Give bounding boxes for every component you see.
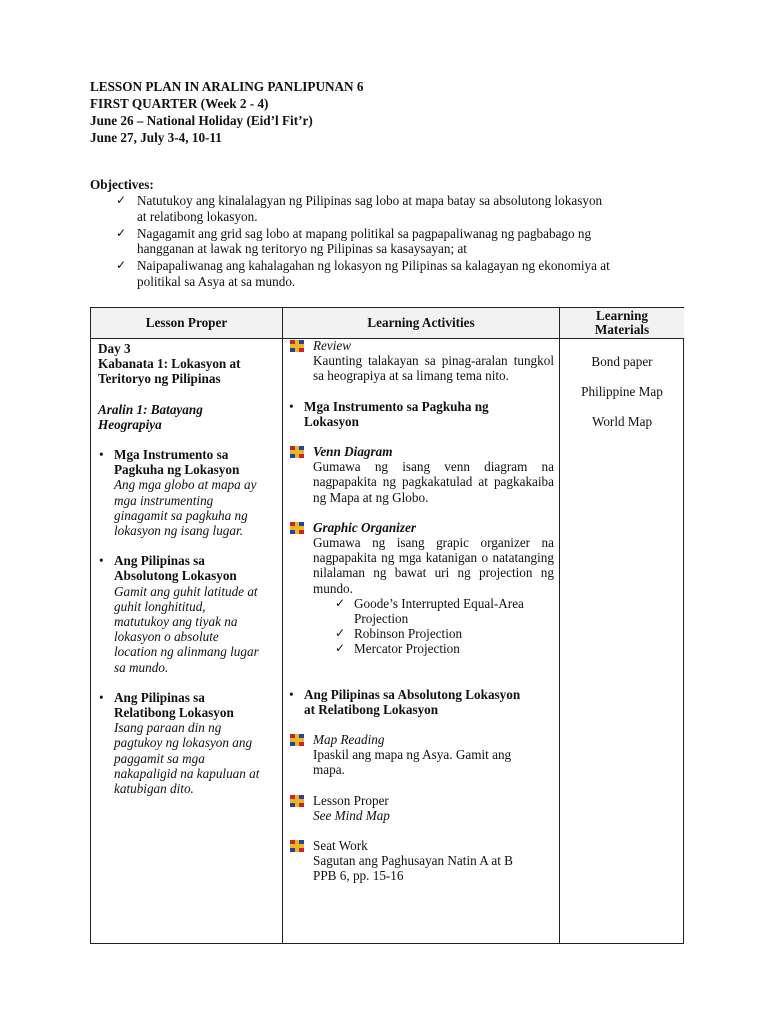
objectives-list — [90, 193, 690, 290]
projection-item: ✓ Robinson Projection — [335, 626, 463, 642]
aralin-title: Aralin 1: Batayang Heograpiya — [98, 401, 203, 432]
projection-item: ✓ Mercator Projection — [335, 641, 460, 657]
bullet-icon: • — [99, 553, 104, 569]
activity-review — [288, 338, 554, 384]
projection-item: ✓ Goode’s Interrupted Equal-Area Projection — [335, 595, 524, 627]
schedule-dates: June 27, July 3-4, 10-11 — [90, 130, 222, 145]
activity-description: Ipaskil ang mapa ng Asya. Gamit ang mapa. — [313, 747, 512, 778]
multicolor-flag-bullet-icon — [290, 340, 304, 352]
activity-seat-work — [288, 838, 554, 884]
lesson-table — [90, 307, 684, 944]
day-label: Day 3 — [98, 341, 131, 356]
topic-instrumento: • Mga Instrumento sa Pagkuha ng Lokasyon Ang mga globo at mapa ay mga instrumenting ginagamit sa pagkuha ng lokasyon ng isang lugar. — [99, 447, 257, 539]
multicolor-flag-bullet-icon — [290, 522, 304, 534]
header-lesson-proper: Lesson Proper — [91, 308, 282, 338]
activity-title: Review — [313, 338, 352, 353]
kabanata-title: Kabanata 1: Lokasyon at Teritoryo ng Pilipinas — [98, 356, 241, 387]
learning-materials-cell — [561, 354, 683, 445]
document-header — [90, 78, 363, 146]
check-icon: ✓ — [116, 258, 127, 273]
multicolor-flag-bullet-icon — [290, 840, 304, 852]
check-icon: ✓ — [335, 595, 346, 610]
activity-description: Sagutan ang Paghusayan Natin A at B PPB 6, pp. 15-16 — [313, 853, 513, 884]
activity-description: See Mind Map — [313, 807, 390, 823]
activity-description: Gumawa ng isang grapic organizer na nagpapakita ng mga katanigan o natatanging nilalaman ng bawat uri ng projection ng mundo. — [313, 535, 554, 596]
activity-graphic-organizer — [288, 520, 554, 596]
column-divider — [559, 308, 560, 943]
multicolor-flag-bullet-icon — [290, 734, 304, 746]
activity-description: Gumawa ng isang venn diagram na nagpapakita ng pagkakatulad at pagkakaiba ng Mapa at ng Globo. — [313, 459, 554, 505]
multicolor-flag-bullet-icon — [290, 446, 304, 458]
activity-title: Graphic Organizer — [313, 519, 416, 535]
objectives-title: Objectives: — [90, 177, 154, 192]
holiday-note: June 26 – National Holiday (Eid’l Fit’r) — [90, 113, 313, 128]
bullet-icon: • — [99, 689, 104, 705]
material-item: Philippine Map — [581, 384, 663, 400]
activity-heading-instrumento: • Mga Instrumento sa Pagkuha ng Lokasyon — [289, 398, 489, 429]
bullet-icon: • — [289, 686, 294, 702]
activity-title: Seat Work — [313, 838, 368, 854]
activity-description: Kaunting talakayan sa pinag-aralan tungkol sa heograpiya at sa limang tema nito. — [313, 353, 554, 384]
check-icon: ✓ — [335, 626, 346, 641]
header-learning-activities: Learning Activities — [283, 308, 559, 338]
check-icon: ✓ — [116, 193, 127, 207]
topic-absolutong-lokasyon: • Ang Pilipinas sa Absolutong Lokasyon Gamit ang guhit latitude at guhit longhititud, matutukoy ang tiyak na lokasyon o absolute location ng alinmang lugar sa mundo. — [99, 553, 259, 675]
activity-title: Venn Diagram — [313, 444, 393, 460]
objectives-section — [90, 176, 690, 291]
lesson-proper-cell — [98, 341, 278, 796]
learning-activities-cell — [288, 338, 554, 884]
multicolor-flag-bullet-icon — [290, 795, 304, 807]
check-icon: ✓ — [335, 641, 346, 656]
topic-relatibong-lokasyon: • Ang Pilipinas sa Relatibong Lokasyon Isang paraan din ng pagtukoy ng lokasyon ang paggamit sa mga nakapaligid na kapuluan at katubigan dito. — [99, 689, 260, 797]
column-divider — [282, 308, 283, 943]
activity-title: Map Reading — [313, 732, 385, 748]
quarter-label: FIRST QUARTER (Week 2 - 4) — [90, 96, 269, 111]
activity-venn-diagram — [288, 444, 554, 505]
activity-map-reading — [288, 732, 554, 778]
objective-item: ✓ Nagagamit ang grid sag lobo at mapang politikal sa pagpapaliwanag ng pagbabago ng hangganan at lawak ng teritoryo ng Pilipinas sa kasaysayan; at — [116, 225, 592, 257]
check-icon: ✓ — [116, 225, 127, 240]
objective-item: ✓ Naipapaliwanag ang kahalagahan ng lokasyon ng Pilipinas sa kalagayan ng ekonomiya at politikal sa Asya at sa mundo. — [116, 258, 610, 289]
bullet-icon: • — [99, 447, 104, 463]
activity-lesson-proper — [288, 793, 554, 823]
objective-item: ✓ Natutukoy ang kinalalagyan ng Pilipinas sag lobo at mapa batay sa absolutong lokasyon at relatibong lokasyon. — [116, 193, 603, 224]
material-item: Bond paper — [591, 354, 653, 369]
header-learning-materials: Learning Materials — [560, 308, 684, 338]
lesson-plan-title: LESSON PLAN IN ARALING PANLIPUNAN 6 — [90, 79, 364, 94]
activity-heading-lokasyon: • Ang Pilipinas sa Absolutong Lokasyon at Relatibong Lokasyon — [289, 686, 521, 717]
activity-title: Lesson Proper — [313, 792, 389, 808]
material-item: World Map — [591, 414, 653, 430]
bullet-icon: • — [289, 398, 294, 414]
